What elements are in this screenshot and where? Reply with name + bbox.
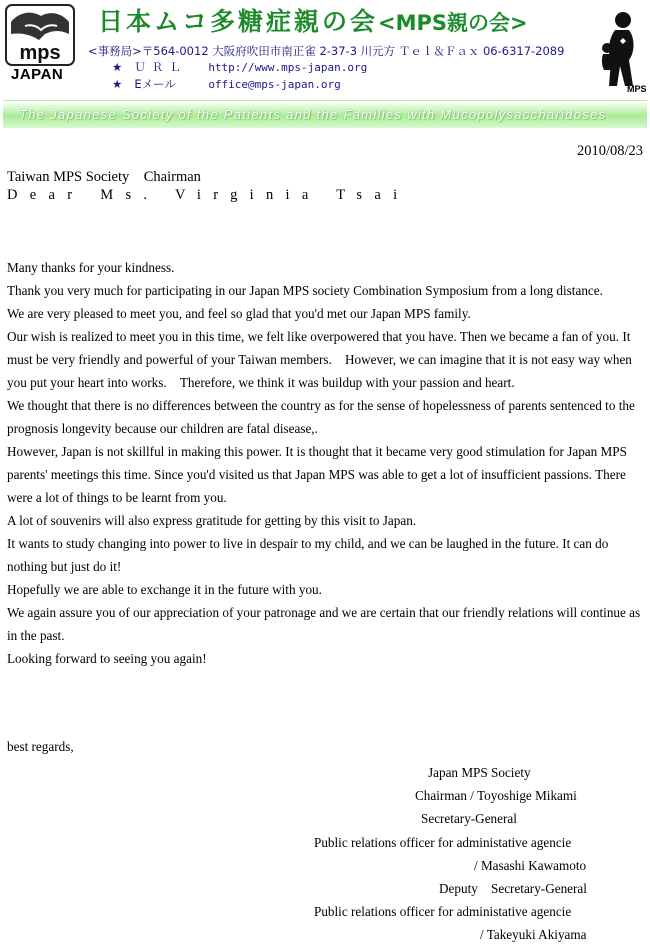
- email-label: Eメール: [134, 77, 176, 91]
- body-paragraph: Many thanks for your kindness.: [7, 260, 175, 275]
- body-paragraph: Looking forward to seeing you again!: [7, 651, 207, 666]
- logo-japan-text: JAPAN: [11, 66, 64, 83]
- email-line: [112, 76, 341, 92]
- logo-letters: mps: [19, 42, 61, 64]
- body-paragraph: A lot of souvenirs will also express gratitude for getting by this visit to Japan.: [7, 513, 417, 528]
- mps-silhouette-logo: [595, 8, 645, 98]
- signature-line: Secretary-General: [421, 811, 517, 827]
- letter-date: 2010/08/23: [576, 143, 643, 159]
- banner-text: The Japanese Society of the Patients and the Families with Mucopolysaccharidoses: [19, 107, 607, 122]
- office-address: <事務局>〒564-0012 大阪府吹田市南正雀 2-37-3 川元方 Ｔｅｌ＆Ｆａｘ 06-6317-2089: [88, 44, 565, 58]
- body-paragraph: Our wish is realized to meet you in this time, we felt like overpowered that you have. Then we became a fan of you. It must be very friendly and powerful of your Taiwan members. However, we can imagine that it is not easy way when you put your heart into works. Therefore, we think it was buildup with your passion and heart.: [7, 329, 632, 390]
- family-silhouette-icon: [595, 8, 645, 88]
- signature-block: [314, 761, 644, 947]
- closing: best regards,: [7, 739, 74, 754]
- website-link[interactable]: http://www.mps-japan.org: [208, 61, 368, 74]
- email-link[interactable]: office@mps-japan.org: [208, 78, 341, 91]
- signature-line: Japan MPS Society: [428, 765, 531, 780]
- handshake-logo-icon: [5, 4, 75, 66]
- society-logo: [5, 4, 75, 82]
- organization-name: 日本ムコ多糖症親の会: [98, 7, 379, 36]
- body-paragraph: Hopefully we are able to exchange it in the future with you.: [7, 582, 322, 597]
- url-line: [112, 59, 367, 75]
- body-paragraph: Thank you very much for participating in our Japan MPS society Combination Symposium from a long distance.: [7, 283, 603, 298]
- star-icon: ★: [112, 60, 123, 74]
- signature-line: Chairman / Toyoshige Mikami: [415, 788, 577, 804]
- body-paragraph: It wants to study changing into power to live in despair to my child, and we can be laughed in the future. It can do nothing but just do it!: [7, 536, 609, 574]
- signature-line: / Takeyuki Akiyama: [480, 927, 587, 943]
- signature-line: Public relations officer for administative agencie: [314, 834, 572, 850]
- signature-line: Public relations officer for administative agencie: [314, 904, 572, 920]
- society-banner: [3, 100, 647, 128]
- signature-line: / Masashi Kawamoto: [474, 857, 587, 873]
- body-paragraph: We again assure you of our appreciation of your patronage and we are certain that our friendly relations will continue as in the past.: [7, 605, 641, 643]
- url-label: ＵＲＬ: [134, 60, 187, 74]
- star-icon: ★: [112, 77, 123, 91]
- signature-line: Deputy Secretary-General: [439, 881, 587, 897]
- recipient-organization: Taiwan MPS Society Chairman: [7, 169, 201, 185]
- organization-title: [98, 2, 528, 38]
- body-paragraph: We are very pleased to meet you, and feel so glad that you'd met our Japan MPS family.: [7, 306, 471, 321]
- letter-body: [7, 256, 647, 670]
- salutation: Dear Ms. Virginia Tsai: [7, 187, 410, 203]
- organization-subname: <MPS親の会>: [378, 11, 528, 35]
- right-logo-text: MPS: [627, 84, 647, 94]
- body-paragraph: However, Japan is not skillful in making this power. It is thought that it became very good stimulation for Japan MPS parents' meetings this time. Since you'd visited us that Japan MPS was able to get a lot of insufficient passions. There were a lot of things to be learnt from you.: [7, 444, 627, 505]
- body-paragraph: We thought that there is no differences between the country as for the sense of hopelessness of parents sentenced to the prognosis longevity because our children are fatal disease,.: [7, 398, 635, 436]
